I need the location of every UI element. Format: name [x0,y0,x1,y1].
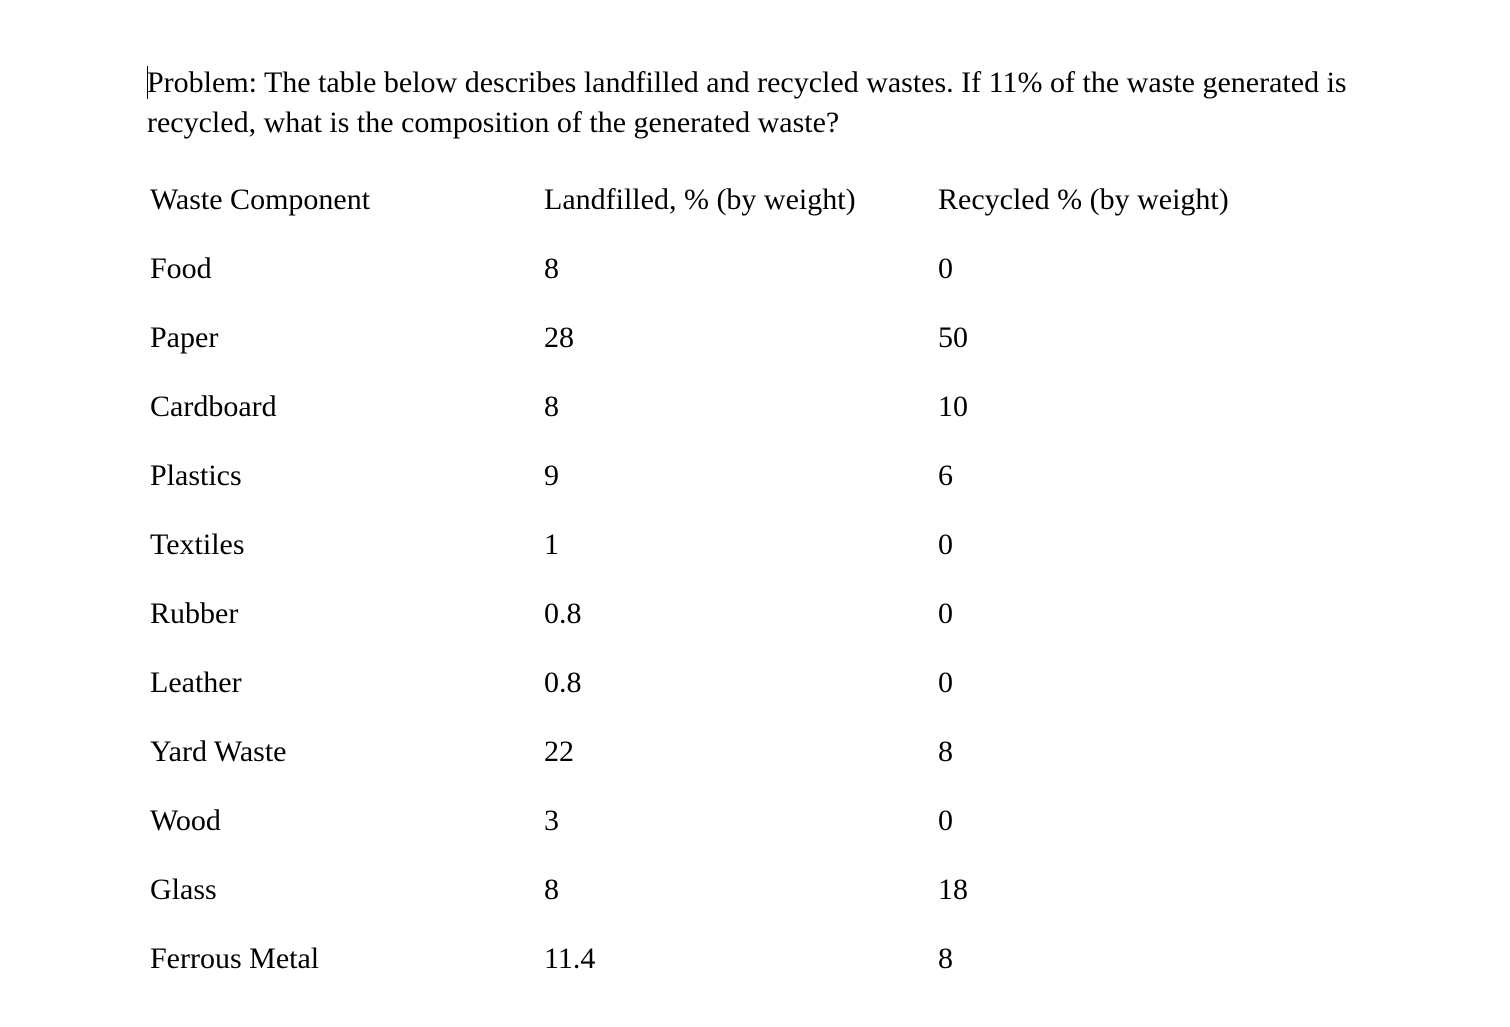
cell-component: Cardboard [150,389,277,423]
cell-landfilled: 9 [544,458,559,492]
cell-landfilled: 1 [544,527,559,561]
cell-recycled: 0 [938,803,953,837]
cell-component: Leather [150,665,242,699]
cell-recycled: 50 [938,320,968,354]
problem-statement: Problem: The table below describes landfilled and recycled wastes. If 11% of the waste generated is recycled, what is the composition of the generated waste? [147,66,1347,139]
cell-landfilled: 8 [544,389,559,423]
table-row [150,786,1278,855]
cell-landfilled: 0.8 [544,665,582,699]
cell-component: Paper [150,320,219,354]
table-row [150,441,1278,510]
cell-component: Plastics [150,458,242,492]
table-row [150,855,1278,924]
table-row [150,924,1278,993]
waste-table [150,165,1278,993]
table-row [150,579,1278,648]
cell-landfilled: 22 [544,734,574,768]
cell-landfilled: 8 [544,251,559,285]
cell-landfilled: 11.4 [544,941,596,975]
header-landfilled: Landfilled, % (by weight) [544,182,856,216]
cell-recycled: 0 [938,665,953,699]
cell-component: Ferrous Metal [150,941,320,975]
cell-landfilled: 28 [544,320,574,354]
table-row [150,234,1278,303]
cell-recycled: 0 [938,527,953,561]
table-header-row [150,165,1278,234]
cell-component: Rubber [150,596,239,630]
cell-component: Yard Waste [150,734,287,768]
cell-component: Wood [150,803,221,837]
table-row [150,303,1278,372]
table-row [150,372,1278,441]
cell-component: Textiles [150,527,245,561]
cell-recycled: 0 [938,251,953,285]
cell-recycled: 0 [938,596,953,630]
cell-recycled: 8 [938,734,953,768]
cell-landfilled: 3 [544,803,559,837]
cell-recycled: 18 [938,872,968,906]
cell-recycled: 10 [938,389,968,423]
cell-component: Glass [150,872,217,906]
header-recycled: Recycled % (by weight) [938,182,1229,216]
table-row [150,648,1278,717]
table-row [150,717,1278,786]
cell-landfilled: 0.8 [544,596,582,630]
cell-recycled: 8 [938,941,953,975]
cell-component: Food [150,251,212,285]
table-row [150,510,1278,579]
header-waste-component: Waste Component [150,182,371,216]
cell-recycled: 6 [938,458,953,492]
cell-landfilled: 8 [544,872,559,906]
